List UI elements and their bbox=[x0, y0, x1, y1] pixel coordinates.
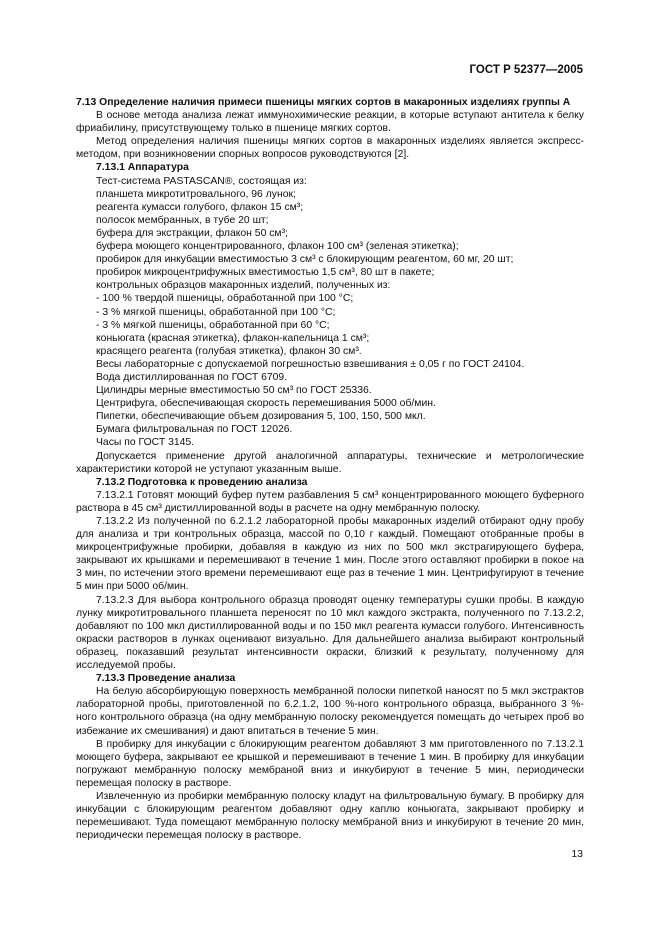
paragraph: буфера моющего концентрированного, флакон 100 см³ (зеленая этикетка); bbox=[96, 241, 459, 253]
paragraph: 7.13.2.1 Готовят моющий буфер путем разбавления 5 см³ концентрированного моющего буферного раствора в 45 см³ дистиллированной воды в расчете на одну мембранную полоску. bbox=[76, 489, 584, 514]
paragraph: Пипетки, обеспечивающие объем дозирования 5, 100, 150, 500 мкл. bbox=[96, 411, 426, 423]
paragraph: Вода дистиллированная по ГОСТ 6709. bbox=[96, 371, 288, 383]
paragraph: - 100 % твердой пшеницы, обработанной при 100 °С; bbox=[96, 293, 354, 305]
paragraph: В пробирку для инкубации с блокирующим реагентом добавляют 3 мм приготовленного по 7.13.2.1 моющего буфера, закрывают ее крышкой и перемешивают в течение 1 мин. В пробирку для инкубации погружают мембранную полоску мембраной вниз и инкубируют в течение 5 мин, периодически перемещая полоску в растворе. bbox=[76, 738, 584, 789]
paragraph: Метод определения наличия пшеницы мягких сортов в макаронных изделиях является экспресс-методом, при возникновении спорных вопросов руководствуются [2]. bbox=[76, 136, 584, 161]
paragraph: В основе метода анализа лежат иммунохимические реакции, в которые вступают антитела к белку фриабилину, присутствующему только в пшенице мягких сортов. bbox=[76, 110, 584, 135]
paragraph: полосок мембранных, в тубе 20 шт; bbox=[96, 214, 269, 226]
paragraph: реагента кумасси голубого, флакон 15 см³; bbox=[96, 201, 304, 213]
section-heading: 7.13.2 Подготовка к проведению анализа bbox=[96, 476, 308, 488]
paragraph: Допускается применение другой аналогичной аппаратуры, технические и метрологические характеристики которой не уступают указанным выше. bbox=[76, 450, 584, 475]
section-heading: 7.13 Определение наличия примеси пшеницы мягких сортов в макаронных изделиях группы А bbox=[76, 97, 571, 108]
paragraph: Часы по ГОСТ 3145. bbox=[96, 437, 195, 449]
paragraph: 7.13.2.2 Из полученной по 6.2.1.2 лабораторной пробы макаронных изделий отбирают одну пробу для анализа и три контрольных образца, массой по 0,10 г каждый. Помещают отобранные пробы в микроцентрифужные пробирки, добавляя в каждую из них по 500 мкл экстрагирующего буфера, закрывают их крышками и перемешивают в течение 1 мин. После этого оставляют пробирки в покое на 3 мин, по истечении этого времени перемешивают еще раз в течение 1 мин. Центрифугируют в течение 5 мин при 5000 об/мин. bbox=[76, 516, 584, 593]
paragraph: Бумага фильтровальная по ГОСТ 12026. bbox=[96, 424, 293, 436]
paragraph: Тест-система PASTASCAN®, состоящая из: bbox=[96, 175, 307, 187]
document-body bbox=[76, 96, 584, 842]
paragraph: контрольных образцов макаронных изделий, полученных из: bbox=[96, 280, 391, 292]
paragraph: красящего реагента (голубая этикетка), флакон 30 см³. bbox=[96, 345, 362, 357]
document-code: ГОСТ Р 52377—2005 bbox=[469, 64, 583, 76]
paragraph: Цилиндры мерные вместимостью 50 см³ по ГОСТ 25336. bbox=[96, 385, 372, 397]
page-number: 13 bbox=[571, 848, 583, 860]
paragraph: На белую абсорбирующую поверхность мембранной полоски пипеткой наносят по 5 мкл экстрактов лабораторной пробы, приготовленной по 6.2.1.2, 100 %-ного контрольного образца, выбранного 3 %-ного контрольного образца (на одну мембранную полоску рекомендуется помещать до четырех проб во избежание их смешивания) и дают впитаться в течение 5 мин. bbox=[76, 686, 584, 737]
paragraph: Извлеченную из пробирки мембранную полоску кладут на фильтровальную бумагу. В пробирку для инкубации с блокирующим реагентом добавляют одну каплю коньюгата, закрывают пробирку и перемешивают. Туда помещают мембранную полоску мембраной вниз и инкубируют в течение 20 мин, периодически перемещая полоску в растворе. bbox=[76, 790, 584, 842]
paragraph: буфера для экстракции, флакон 50 см³; bbox=[96, 227, 288, 239]
paragraph: - 3 % мягкой пшеницы, обработанной при 100 °С; bbox=[96, 306, 336, 318]
paragraph: 7.13.2.3 Для выбора контрольного образца проводят оценку температуры сушки пробы. В каждую лунку микротитровального планшета переносят по 10 мкл каждого экстракта, полученного по 7.13.2.2, добавляют по 100 мкл дистиллированной воды и по 150 мкл реагента кумасси голубого. Интенсивность окраски растворов в лунках оценивают визуально. Для дальнейшего анализа выбирают контрольный образец, показавший результат интенсивности окраски, близкий к результату, полученному для исследуемой пробы. bbox=[76, 594, 584, 672]
paragraph: коньюгата (красная этикетка), флакон-капельница 1 см³; bbox=[96, 332, 370, 344]
paragraph: Центрифуга, обеспечивающая скорость перемешивания 5000 об/мин. bbox=[96, 398, 436, 410]
paragraph: планшета микротитровального, 96 лунок; bbox=[96, 188, 296, 200]
paragraph: пробирок для инкубации вместимостью 3 см³ с блокирующим реагентом, 60 мг, 20 шт; bbox=[96, 254, 514, 266]
section-heading: 7.13.3 Проведение анализа bbox=[96, 673, 236, 685]
section-heading: 7.13.1 Аппаратура bbox=[96, 162, 189, 174]
paragraph: - 3 % мягкой пшеницы, обработанной при 60 °С; bbox=[96, 319, 330, 331]
paragraph: пробирок микроцентрифужных вместимостью 1,5 см³, 80 шт в пакете; bbox=[96, 267, 435, 279]
paragraph: Весы лабораторные с допускаемой погрешностью взвешивания ± 0,05 г по ГОСТ 24104. bbox=[96, 358, 525, 370]
